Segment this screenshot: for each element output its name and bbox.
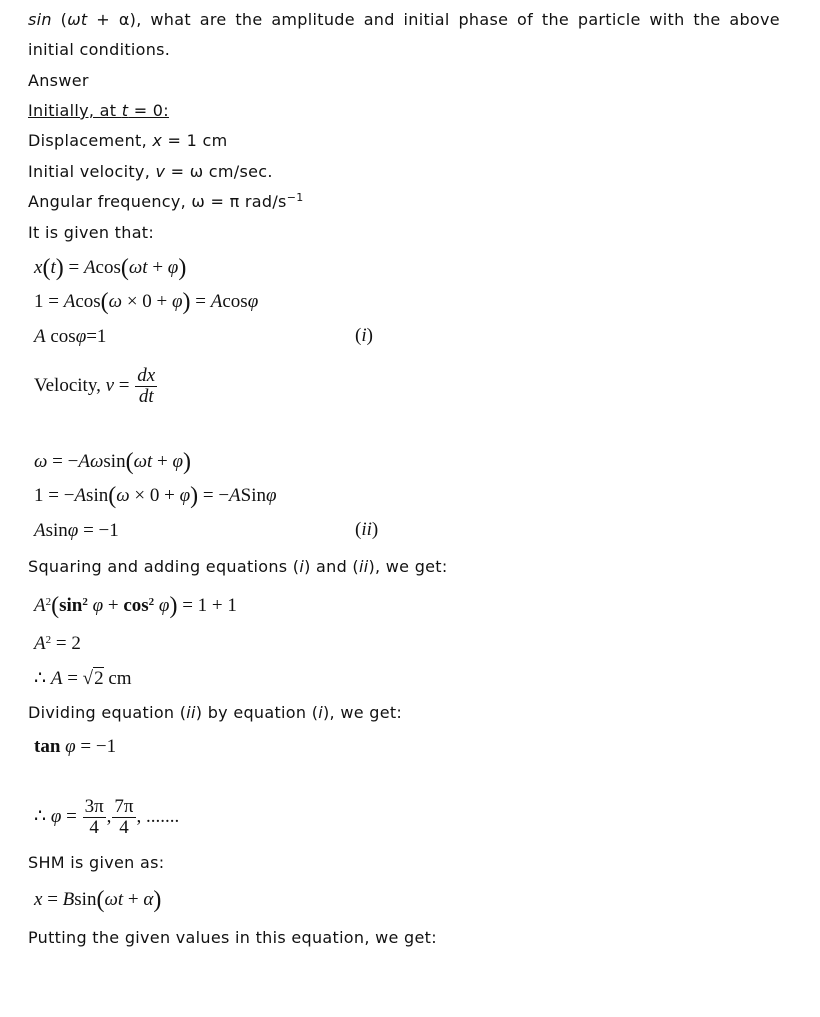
equation-velocity: ω = −Aωsin(ωt + φ) xyxy=(34,449,192,475)
equation-initial-velocity: 1 = −Asin(ω × 0 + φ) = −ASinφ xyxy=(34,483,277,509)
shm-line: SHM is given as: xyxy=(28,853,165,872)
squaring-line: Squaring and adding equations (i) and (ii), we get: xyxy=(28,557,448,576)
dividing-line: Dividing equation (ii) by equation (i), we get: xyxy=(28,703,403,722)
equation-a-squared: $A^2 = 2$ xyxy=(34,633,81,654)
putting-line: Putting the given values in this equation, we get: xyxy=(28,928,437,947)
given-line: It is given that: xyxy=(28,223,155,242)
intro-line-1: sin (ωt + α), what are the amplitude and initial phase of the particle with the above xyxy=(28,10,780,29)
initial-velocity-line: Initial velocity, v = ω cm/sec. xyxy=(28,162,273,181)
equation-velocity-definition: Velocity, v = $\frac{dx}{dt}$ xyxy=(34,365,156,407)
equation-sum-squares: $A^2(\sin^2$ $\varphi + \cos^2 \varphi) = 1 + 1$ xyxy=(34,593,237,619)
equation-tan: tan φ = −1 xyxy=(34,736,117,757)
equation-phase: ∴ φ = $\frac{3\pi}{4}$ , $\frac{7\pi}{4}$ , ....... xyxy=(34,796,180,838)
equation-ii: Asinφ = −1 xyxy=(34,520,119,541)
intro-line-2: initial conditions. xyxy=(28,40,171,59)
equation-shm: x = Bsin(ωt + α) xyxy=(34,887,162,913)
equation-i: A cosφ=1 xyxy=(34,326,107,347)
displacement-line: Displacement, x = 1 cm xyxy=(28,131,228,150)
equation-initial-displacement: 1 = Acos(ω × 0 + φ) = Acosφ xyxy=(34,289,259,315)
equation-i-tag: (i) xyxy=(355,325,373,346)
initial-conditions-heading: Initially, at t = 0: xyxy=(28,101,169,120)
equation-position: x(t) = Acos(ωt + φ) xyxy=(34,255,187,281)
equation-amplitude: ∴ A = √2 cm xyxy=(34,668,132,689)
angular-frequency-line: Angular frequency, ω = π rad/$s^{-1}$ xyxy=(28,191,304,211)
answer-heading: Answer xyxy=(28,71,89,90)
equation-ii-tag: (ii) xyxy=(355,519,379,540)
